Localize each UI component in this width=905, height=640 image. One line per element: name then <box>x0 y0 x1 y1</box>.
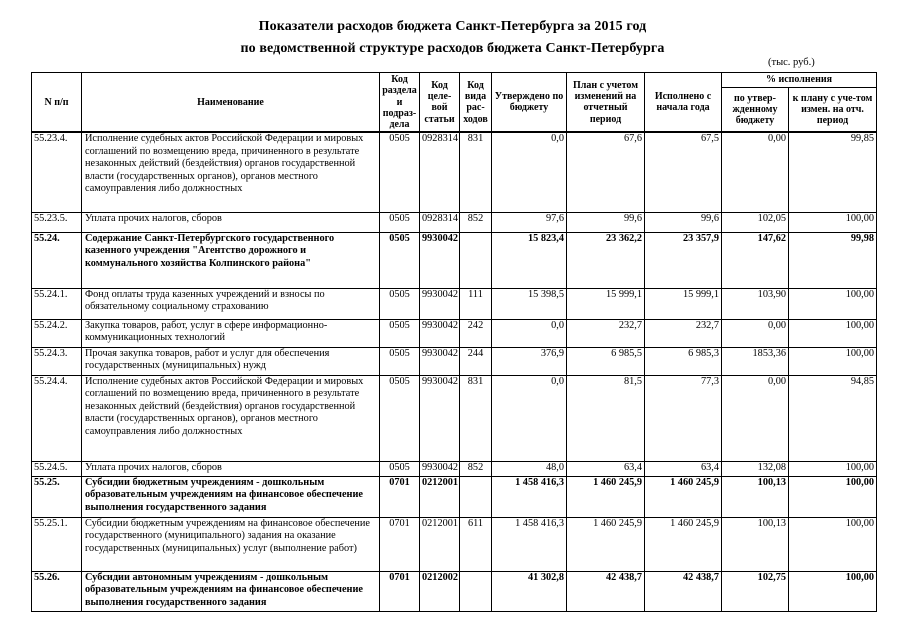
row-pct-approved: 1853,36 <box>722 347 789 375</box>
row-pct-approved: 132,08 <box>722 461 789 476</box>
header-razdel: Код раздела и подраз-дела <box>380 73 420 133</box>
row-number: 55.24.2. <box>32 319 82 347</box>
row-razdel-code: 0505 <box>380 132 420 212</box>
table-row <box>32 319 877 347</box>
header-name: Наименование <box>82 73 380 133</box>
row-statya-code: 9930042 <box>420 319 460 347</box>
row-razdel-code: 0505 <box>380 212 420 232</box>
row-vid-code: 831 <box>460 132 492 212</box>
table-row <box>32 476 877 517</box>
row-plan: 1 460 245,9 <box>567 476 645 517</box>
header-pct-plan: к плану с уче-том измен. на отч. период <box>789 87 877 132</box>
row-vid-code: 244 <box>460 347 492 375</box>
row-executed: 63,4 <box>645 461 722 476</box>
row-pct-plan: 99,98 <box>789 232 877 288</box>
row-plan: 99,6 <box>567 212 645 232</box>
row-statya-code: 9930042 <box>420 232 460 288</box>
row-plan: 1 460 245,9 <box>567 517 645 571</box>
row-razdel-code: 0505 <box>380 375 420 461</box>
row-statya-code: 9930042 <box>420 288 460 319</box>
row-number: 55.26. <box>32 571 82 611</box>
row-razdel-code: 0505 <box>380 288 420 319</box>
table-row <box>32 375 877 461</box>
row-razdel-code: 0505 <box>380 319 420 347</box>
row-statya-code: 0212001 <box>420 517 460 571</box>
row-vid-code <box>460 232 492 288</box>
row-pct-approved: 102,05 <box>722 212 789 232</box>
row-vid-code: 111 <box>460 288 492 319</box>
row-statya-code: 9930042 <box>420 375 460 461</box>
row-number: 55.24.1. <box>32 288 82 319</box>
row-pct-approved: 0,00 <box>722 132 789 212</box>
row-razdel-code: 0701 <box>380 571 420 611</box>
row-executed: 1 460 245,9 <box>645 517 722 571</box>
row-approved: 1 458 416,3 <box>492 517 567 571</box>
row-name: Исполнение судебных актов Российской Федерации и мировых соглашений по возмещению вреда, причиненного в результате незаконных действий (бездействия) органов государственной власти (государственных органов), органов местного самоуправления либо должностных <box>82 375 380 461</box>
row-name: Субсидии бюджетным учреждениям на финансовое обеспечение государственного (муниципального) задания на оказание государственных (муниципальных) услуг (выполнение работ) <box>82 517 380 571</box>
row-approved: 376,9 <box>492 347 567 375</box>
row-pct-plan: 100,00 <box>789 212 877 232</box>
header-plan: План с учетом изменений на отчетный период <box>567 73 645 133</box>
row-name: Уплата прочих налогов, сборов <box>82 212 380 232</box>
header-pct-utv: по утвер-жденному бюджету <box>722 87 789 132</box>
table-row <box>32 288 877 319</box>
row-name: Фонд оплаты труда казенных учреждений и взносы по обязательному социальному страхованию <box>82 288 380 319</box>
row-plan: 6 985,5 <box>567 347 645 375</box>
row-executed: 1 460 245,9 <box>645 476 722 517</box>
units-label: (тыс. руб.) <box>768 57 815 68</box>
row-razdel-code: 0505 <box>380 232 420 288</box>
row-razdel-code: 0505 <box>380 347 420 375</box>
row-plan: 63,4 <box>567 461 645 476</box>
row-approved: 48,0 <box>492 461 567 476</box>
row-number: 55.24.4. <box>32 375 82 461</box>
row-number: 55.25.1. <box>32 517 82 571</box>
row-pct-plan: 100,00 <box>789 517 877 571</box>
report-title: Показатели расходов бюджета Санкт-Петербурга за 2015 год <box>258 19 647 34</box>
row-pct-approved: 0,00 <box>722 375 789 461</box>
row-pct-plan: 100,00 <box>789 319 877 347</box>
row-approved: 15 823,4 <box>492 232 567 288</box>
table-row <box>32 232 877 288</box>
header-statya: Код целе-вой статьи <box>420 73 460 133</box>
row-name: Уплата прочих налогов, сборов <box>82 461 380 476</box>
row-vid-code: 831 <box>460 375 492 461</box>
row-executed: 67,5 <box>645 132 722 212</box>
row-statya-code: 0928314 <box>420 132 460 212</box>
row-plan: 67,6 <box>567 132 645 212</box>
row-vid-code: 611 <box>460 517 492 571</box>
row-plan: 15 999,1 <box>567 288 645 319</box>
row-pct-plan: 100,00 <box>789 571 877 611</box>
table-row <box>32 132 877 212</box>
row-approved: 0,0 <box>492 132 567 212</box>
row-approved: 97,6 <box>492 212 567 232</box>
header-nn: N п/п <box>32 73 82 133</box>
report-subtitle: по ведомственной структуре расходов бюджета Санкт-Петербурга <box>240 41 665 56</box>
row-razdel-code: 0701 <box>380 517 420 571</box>
row-pct-approved: 0,00 <box>722 319 789 347</box>
row-plan: 232,7 <box>567 319 645 347</box>
row-statya-code: 9930042 <box>420 461 460 476</box>
row-statya-code: 0928314 <box>420 212 460 232</box>
row-executed: 99,6 <box>645 212 722 232</box>
row-pct-approved: 147,62 <box>722 232 789 288</box>
row-number: 55.25. <box>32 476 82 517</box>
row-statya-code: 9930042 <box>420 347 460 375</box>
row-statya-code: 0212002 <box>420 571 460 611</box>
row-approved: 0,0 <box>492 319 567 347</box>
row-executed: 42 438,7 <box>645 571 722 611</box>
row-vid-code <box>460 476 492 517</box>
row-vid-code: 852 <box>460 212 492 232</box>
header-utv: Утверждено по бюджету <box>492 73 567 133</box>
row-number: 55.23.4. <box>32 132 82 212</box>
row-razdel-code: 0701 <box>380 476 420 517</box>
row-vid-code: 852 <box>460 461 492 476</box>
row-number: 55.24. <box>32 232 82 288</box>
row-approved: 1 458 416,3 <box>492 476 567 517</box>
row-pct-plan: 99,85 <box>789 132 877 212</box>
header-pct-group: % исполнения <box>722 73 877 88</box>
table-row <box>32 461 877 476</box>
row-vid-code <box>460 571 492 611</box>
row-vid-code: 242 <box>460 319 492 347</box>
row-pct-approved: 100,13 <box>722 476 789 517</box>
row-pct-plan: 100,00 <box>789 476 877 517</box>
row-executed: 23 357,9 <box>645 232 722 288</box>
row-pct-plan: 94,85 <box>789 375 877 461</box>
row-pct-approved: 100,13 <box>722 517 789 571</box>
row-pct-approved: 102,75 <box>722 571 789 611</box>
row-pct-plan: 100,00 <box>789 461 877 476</box>
row-name: Субсидии бюджетным учреждениям - дошкольным образовательным учреждениям на финансовое обеспечение выполнения государственного задания <box>82 476 380 517</box>
row-razdel-code: 0505 <box>380 461 420 476</box>
expenditure-table <box>31 72 877 612</box>
row-pct-approved: 103,90 <box>722 288 789 319</box>
row-number: 55.24.5. <box>32 461 82 476</box>
row-plan: 23 362,2 <box>567 232 645 288</box>
row-approved: 0,0 <box>492 375 567 461</box>
header-isp: Исполнено с начала года <box>645 73 722 133</box>
row-plan: 81,5 <box>567 375 645 461</box>
table-row <box>32 347 877 375</box>
row-name: Содержание Санкт-Петербургского государственного казенного учреждения "Агентство дорожного и коммунального хозяйства Колпинского района" <box>82 232 380 288</box>
table-row <box>32 571 877 611</box>
row-name: Субсидии автономным учреждениям - дошкольным образовательным учреждениям на финансовое обеспечение выполнения государственного задания <box>82 571 380 611</box>
row-pct-plan: 100,00 <box>789 288 877 319</box>
row-executed: 6 985,3 <box>645 347 722 375</box>
table-header <box>32 73 877 133</box>
row-executed: 77,3 <box>645 375 722 461</box>
table-body <box>32 132 877 611</box>
row-pct-plan: 100,00 <box>789 347 877 375</box>
row-executed: 232,7 <box>645 319 722 347</box>
row-statya-code: 0212001 <box>420 476 460 517</box>
table-row <box>32 517 877 571</box>
row-executed: 15 999,1 <box>645 288 722 319</box>
row-name: Прочая закупка товаров, работ и услуг для обеспечения государственных (муниципальных) нужд <box>82 347 380 375</box>
header-vid: Код вида рас-ходов <box>460 73 492 133</box>
row-number: 55.23.5. <box>32 212 82 232</box>
row-plan: 42 438,7 <box>567 571 645 611</box>
row-number: 55.24.3. <box>32 347 82 375</box>
row-approved: 15 398,5 <box>492 288 567 319</box>
table-row <box>32 212 877 232</box>
row-name: Исполнение судебных актов Российской Федерации и мировых соглашений по возмещению вреда, причиненного в результате незаконных действий (бездействия) органов государственной власти (государственных органов), органов местного самоуправления либо должностных <box>82 132 380 212</box>
row-approved: 41 302,8 <box>492 571 567 611</box>
row-name: Закупка товаров, работ, услуг в сфере информационно-коммуникационных технологий <box>82 319 380 347</box>
